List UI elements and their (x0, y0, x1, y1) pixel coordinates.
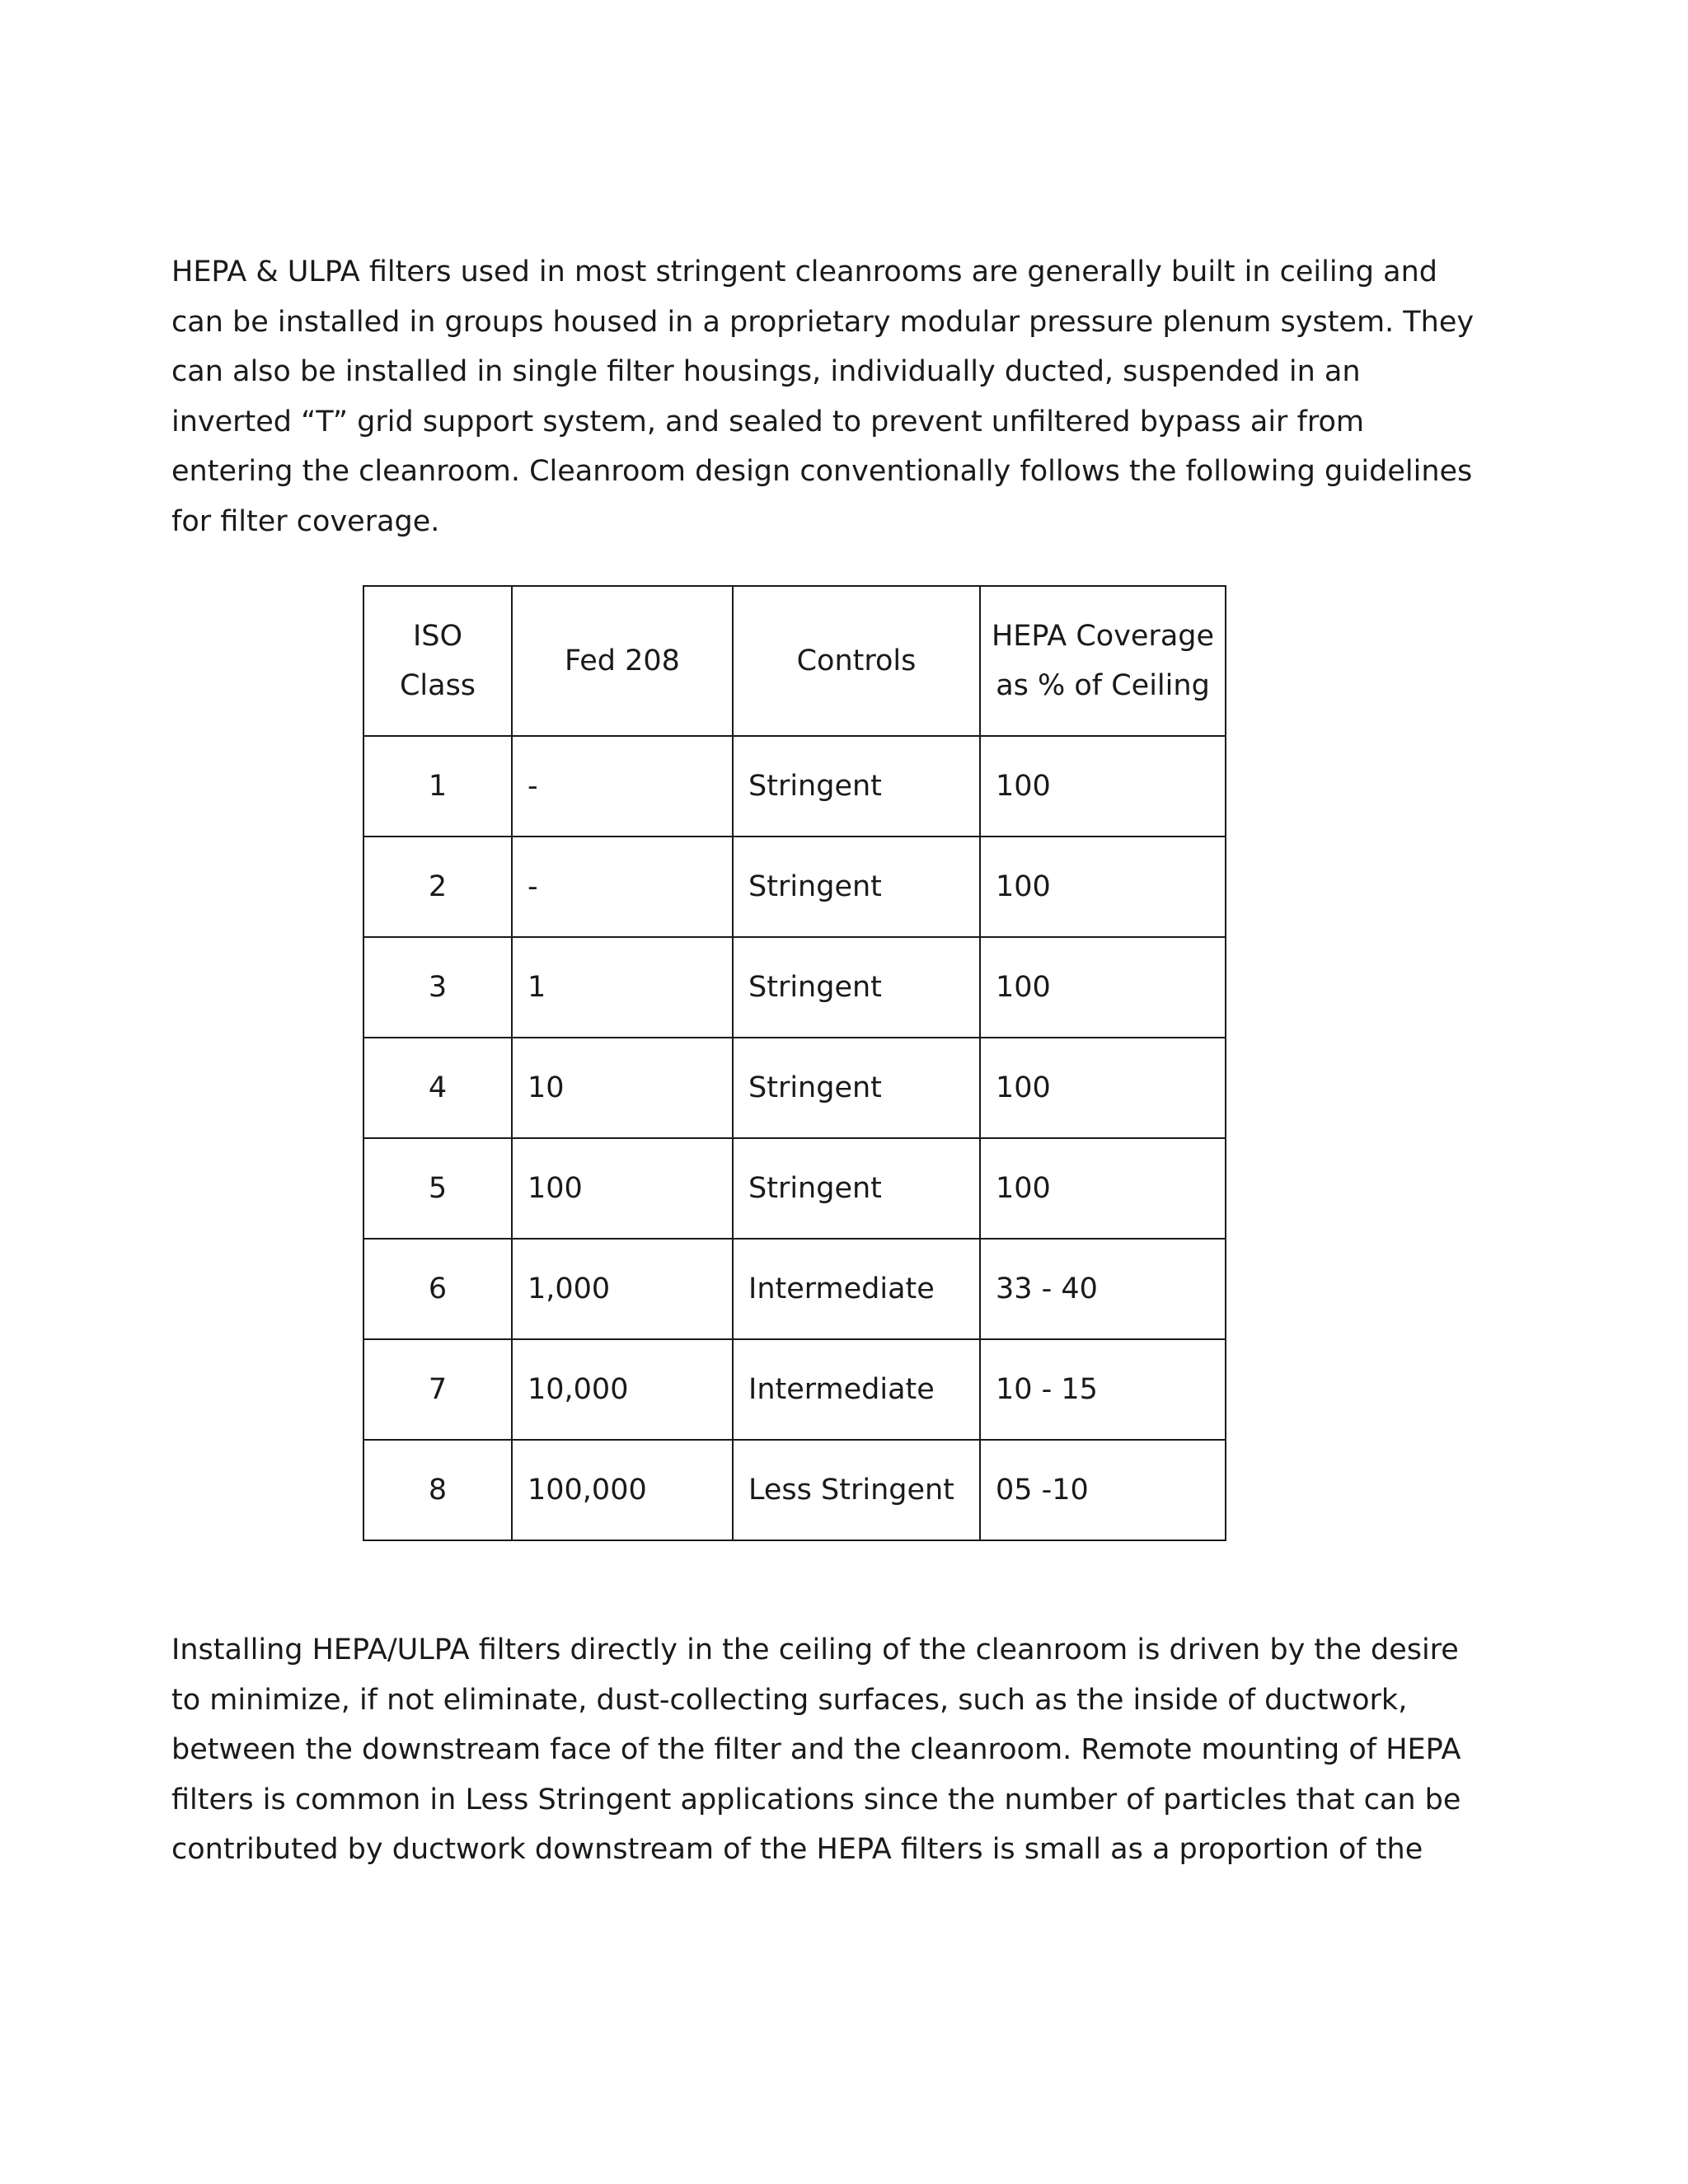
cell-iso-class: 7 (363, 1339, 512, 1440)
cell-fed-208: 100 (512, 1138, 733, 1239)
table-row (363, 1239, 1226, 1339)
paragraph-line: entering the cleanroom. Cleanroom design conventionally follows the following guidelines (171, 455, 1473, 488)
paragraph-line: between the downstream face of the filter and the cleanroom. Remote mounting of HEPA (171, 1733, 1461, 1766)
filter-coverage-table (363, 585, 1226, 1541)
paragraph-line: filters is common in Less Stringent applications since the number of particles that can be (171, 1783, 1461, 1816)
cell-fed-208: 1 (512, 937, 733, 1038)
paragraph-line: to minimize, if not eliminate, dust-collecting surfaces, such as the inside of ductwork, (171, 1683, 1408, 1717)
cell-controls: Stringent (733, 837, 980, 937)
table-row (363, 1339, 1226, 1440)
header-iso-line: ISO (412, 620, 463, 653)
cell-coverage: 10 - 15 (980, 1339, 1226, 1440)
header-controls: Controls (733, 586, 980, 736)
cell-coverage: 100 (980, 937, 1226, 1038)
cell-coverage: 05 -10 (980, 1440, 1226, 1540)
table-row (363, 1440, 1226, 1540)
cell-iso-class: 4 (363, 1038, 512, 1138)
paragraph-line: can be installed in groups housed in a proprietary modular pressure plenum system. They (171, 305, 1475, 339)
cell-iso-class: 3 (363, 937, 512, 1038)
cell-coverage: 100 (980, 837, 1226, 937)
header-coverage-line: as % of Ceiling (996, 669, 1210, 702)
cell-controls: Stringent (733, 937, 980, 1038)
paragraph-line: inverted “T” grid support system, and sealed to prevent unfiltered bypass air from (171, 405, 1365, 438)
paragraph-line: HEPA & ULPA filters used in most stringent cleanrooms are generally built in ceiling and (171, 255, 1437, 288)
paragraph-line: contributed by ductwork downstream of the HEPA filters is small as a proportion of the (171, 1833, 1423, 1866)
ceiling-installation-paragraph (171, 1625, 1507, 1875)
header-iso-class (363, 586, 512, 736)
header-coverage-line: HEPA Coverage (991, 620, 1215, 653)
table-row (363, 1038, 1226, 1138)
cell-fed-208: 100,000 (512, 1440, 733, 1540)
cell-coverage: 100 (980, 1138, 1226, 1239)
cell-controls: Stringent (733, 1138, 980, 1239)
cell-fed-208: - (512, 736, 733, 837)
cell-iso-class: 8 (363, 1440, 512, 1540)
cell-iso-class: 5 (363, 1138, 512, 1239)
table-row (363, 837, 1226, 937)
paragraph-line: can also be installed in single filter housings, individually ducted, suspended in an (171, 355, 1361, 388)
cell-fed-208: 10 (512, 1038, 733, 1138)
cell-controls: Stringent (733, 736, 980, 837)
paragraph-line: for filter coverage. (171, 504, 440, 538)
cell-coverage: 100 (980, 1038, 1226, 1138)
table-row (363, 1138, 1226, 1239)
cell-iso-class: 1 (363, 736, 512, 837)
cell-controls: Stringent (733, 1038, 980, 1138)
cell-controls: Intermediate (733, 1339, 980, 1440)
cell-coverage: 33 - 40 (980, 1239, 1226, 1339)
cell-fed-208: 1,000 (512, 1239, 733, 1339)
cell-controls: Less Stringent (733, 1440, 980, 1540)
intro-paragraph (171, 247, 1507, 546)
cell-coverage: 100 (980, 736, 1226, 837)
table-header-row (363, 586, 1226, 736)
paragraph-line: Installing HEPA/ULPA filters directly in the ceiling of the cleanroom is driven by the desire (171, 1633, 1459, 1666)
cell-controls: Intermediate (733, 1239, 980, 1339)
cell-fed-208: 10,000 (512, 1339, 733, 1440)
cell-fed-208: - (512, 837, 733, 937)
table-row (363, 937, 1226, 1038)
cell-iso-class: 6 (363, 1239, 512, 1339)
header-iso-line: Class (399, 669, 476, 702)
cell-iso-class: 2 (363, 837, 512, 937)
header-hepa-coverage (980, 586, 1226, 736)
table-row (363, 736, 1226, 837)
header-fed-208: Fed 208 (512, 586, 733, 736)
